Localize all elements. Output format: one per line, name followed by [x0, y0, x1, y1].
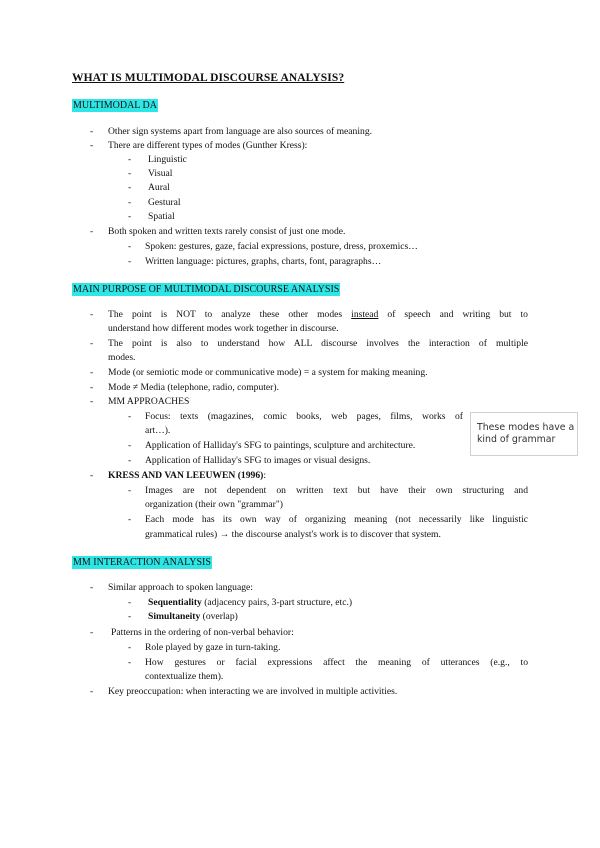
- list-item: MM APPROACHES: [108, 396, 190, 407]
- bullet-dash: -: [90, 686, 94, 697]
- mode-item: Aural: [148, 182, 170, 193]
- list-item: Mode (or semiotic mode or communicative mode) = a system for making meaning.: [108, 367, 428, 378]
- bullet-dash: -: [128, 211, 132, 222]
- mode-item: Gestural: [148, 197, 181, 208]
- bullet-dash: -: [90, 309, 94, 320]
- list-subitem: Role played by gaze in turn-taking.: [145, 642, 281, 653]
- bold-heading-kress: KRESS AND VAN LEEUWEN (1996): [108, 470, 264, 481]
- mode-item: Spatial: [148, 211, 175, 222]
- list-item: Mode ≠ Media (telephone, radio, computer).: [108, 382, 279, 393]
- bullet-dash: -: [128, 485, 132, 496]
- bullet-dash: -: [128, 241, 132, 252]
- bullet-dash: -: [90, 367, 94, 378]
- list-subitem: Sequentiality (adjacency pairs, 3-part structure, etc.): [148, 597, 353, 608]
- list-item: Other sign systems apart from language are also sources of meaning.: [108, 126, 373, 137]
- page-title: WHAT IS MULTIMODAL DISCOURSE ANALYSIS?: [72, 72, 345, 84]
- section-heading-main-purpose: MAIN PURPOSE OF MULTIMODAL DISCOURSE ANALYSIS: [73, 284, 340, 295]
- list-subitem: Images are not dependent on written text but have their own structuring and: [145, 485, 528, 496]
- bullet-dash: -: [128, 411, 132, 422]
- list-item: Similar approach to spoken language:: [108, 582, 253, 593]
- bullet-dash: -: [90, 470, 94, 481]
- list-item-continued: modes.: [108, 352, 136, 363]
- bullet-dash: -: [128, 168, 132, 179]
- bullet-dash: -: [90, 126, 94, 137]
- bullet-dash: -: [128, 154, 132, 165]
- margin-comment-box: These modes have a kind of grammar: [470, 412, 578, 456]
- bullet-dash: -: [128, 597, 132, 608]
- bullet-dash: -: [128, 256, 132, 267]
- bullet-dash: -: [90, 338, 94, 349]
- list-subitem: Focus: texts (magazines, comic books, web pages, films, works of: [145, 411, 463, 422]
- bullet-dash: -: [128, 611, 132, 622]
- bullet-dash: -: [90, 226, 94, 237]
- bullet-dash: -: [128, 197, 132, 208]
- list-subitem: Spoken: gestures, gaze, facial expressions, posture, dress, proxemics…: [145, 241, 418, 252]
- list-item-continued: understand how different modes work together in discourse.: [108, 323, 339, 334]
- list-subitem: Each mode has its own way of organizing meaning (not necessarily like linguistic: [145, 514, 528, 525]
- section-heading-multimodal-da: MULTIMODAL DA: [73, 100, 157, 111]
- list-subitem-continued: art…).: [145, 425, 171, 436]
- list-item: The point is NOT to analyze these other modes instead of speech and writing but to: [108, 309, 528, 320]
- bullet-dash: -: [90, 382, 94, 393]
- list-item: Both spoken and written texts rarely consist of just one mode.: [108, 226, 346, 237]
- bullet-dash: -: [90, 627, 94, 638]
- underlined-word: instead: [351, 309, 379, 320]
- list-subitem-continued: contextualize them).: [145, 671, 224, 682]
- section-heading-mm-interaction: MM INTERACTION ANALYSIS: [73, 557, 211, 568]
- bullet-dash: -: [90, 582, 94, 593]
- bullet-dash: -: [90, 140, 94, 151]
- bullet-dash: -: [128, 440, 132, 451]
- mode-item: Linguistic: [148, 154, 187, 165]
- list-item: KRESS AND VAN LEEUWEN (1996):: [108, 470, 266, 481]
- list-subitem: Application of Halliday's SFG to images or visual designs.: [145, 455, 371, 466]
- list-item: There are different types of modes (Gunther Kress):: [108, 140, 308, 151]
- list-item: The point is also to understand how ALL discourse involves the interaction of multiple: [108, 338, 528, 349]
- mode-item: Visual: [148, 168, 173, 179]
- list-item: Key preoccupation: when interacting we are involved in multiple activities.: [108, 686, 398, 697]
- list-subitem: Simultaneity (overlap): [148, 611, 238, 622]
- list-subitem: How gestures or facial expressions affect the meaning of utterances (e.g., to: [145, 657, 528, 668]
- list-subitem: Application of Halliday's SFG to paintings, sculpture and architecture.: [145, 440, 416, 451]
- list-item: Patterns in the ordering of non-verbal behavior:: [111, 627, 294, 638]
- bullet-dash: -: [128, 657, 132, 668]
- list-subitem-continued: grammatical rules) → the discourse analyst's work is to discover that system.: [145, 529, 441, 540]
- bullet-dash: -: [90, 396, 94, 407]
- bullet-dash: -: [128, 455, 132, 466]
- bullet-dash: -: [128, 642, 132, 653]
- list-subitem: Written language: pictures, graphs, charts, font, paragraphs…: [145, 256, 382, 267]
- list-subitem-continued: organization (their own "grammar"): [145, 499, 283, 510]
- bullet-dash: -: [128, 514, 132, 525]
- bullet-dash: -: [128, 182, 132, 193]
